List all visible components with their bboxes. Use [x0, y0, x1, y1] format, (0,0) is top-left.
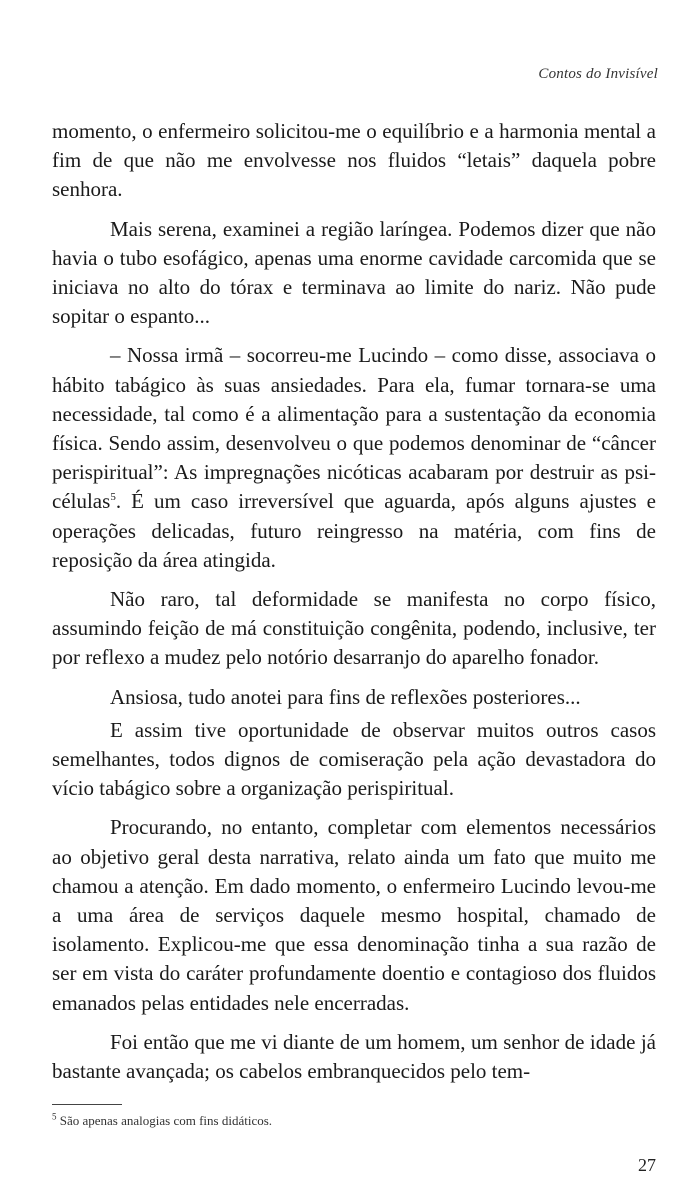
footnote [52, 1113, 272, 1129]
body-text [52, 117, 656, 1096]
paragraph-text: – Nossa irmã – socorreu-me Lucindo – como disse, associava o hábito tabágico às suas ansiedades. Para ela, fumar tornara-se uma necessidade, tal como é a alimentação para a sustentação da economia física. Sendo assim, desenvolveu o que podemos denominar de “câncer perispiritual”: As impregnações nicóticas acabaram por destruir as psi-células [52, 343, 656, 514]
paragraph: Foi então que me vi diante de um homem, um senhor de idade já bastante avançada; os cabelos embranquecidos pelo tem- [52, 1029, 656, 1084]
paragraph-text: . É um caso irreversível que aguarda, após alguns ajustes e operações delicadas, futuro reingresso na matéria, com fins de reposição da área atingida. [52, 489, 656, 572]
paragraph: Não raro, tal deformidade se manifesta no corpo físico, assumindo feição de má constituição congênita, podendo, inclusive, ter por reflexo a mudez pelo notório desarranjo do aparelho fonador. [52, 587, 656, 670]
paragraph [52, 341, 656, 575]
paragraph: Procurando, no entanto, completar com elementos necessários ao objetivo geral desta narrativa, relato ainda um fato que muito me chamou a atenção. Em dado momento, o enfermeiro Lucindo levou-me a uma área de serviços daquele mesmo hospital, chamado de isolamento. Explicou-me que essa denominação tinha a sua razão de ser em vista do caráter profundamente doentio e contagioso dos fluidos emanados pelas entidades nele encerradas. [52, 815, 656, 1015]
paragraph: Ansiosa, tudo anotei para fins de reflexões posteriores... [110, 684, 581, 709]
footnote-marker: 5 [52, 1111, 57, 1122]
paragraph: Mais serena, examinei a região laríngea. Podemos dizer que não havia o tubo esofágico, apenas uma enorme cavidade carcomida que se iniciava no alto do tórax e terminava ao limite do nariz. Não pude sopitar o espanto... [52, 216, 656, 329]
running-head: Contos do Invisível [538, 66, 658, 82]
footnote-reference: 5 [110, 491, 116, 504]
paragraph: E assim tive oportunidade de observar muitos outros casos semelhantes, todos dignos de comiseração pela ação devastadora do vício tabágico sobre a organização perispiritual. [52, 717, 656, 801]
paragraph: momento, o enfermeiro solicitou-me o equilíbrio e a harmonia mental a fim de que não me envolvesse nos fluidos “letais” daquela pobre senhora. [52, 119, 656, 202]
footnote-text: São apenas analogias com fins didáticos. [59, 1113, 273, 1128]
page-number: 27 [638, 1155, 656, 1175]
footnote-divider [52, 1104, 122, 1105]
